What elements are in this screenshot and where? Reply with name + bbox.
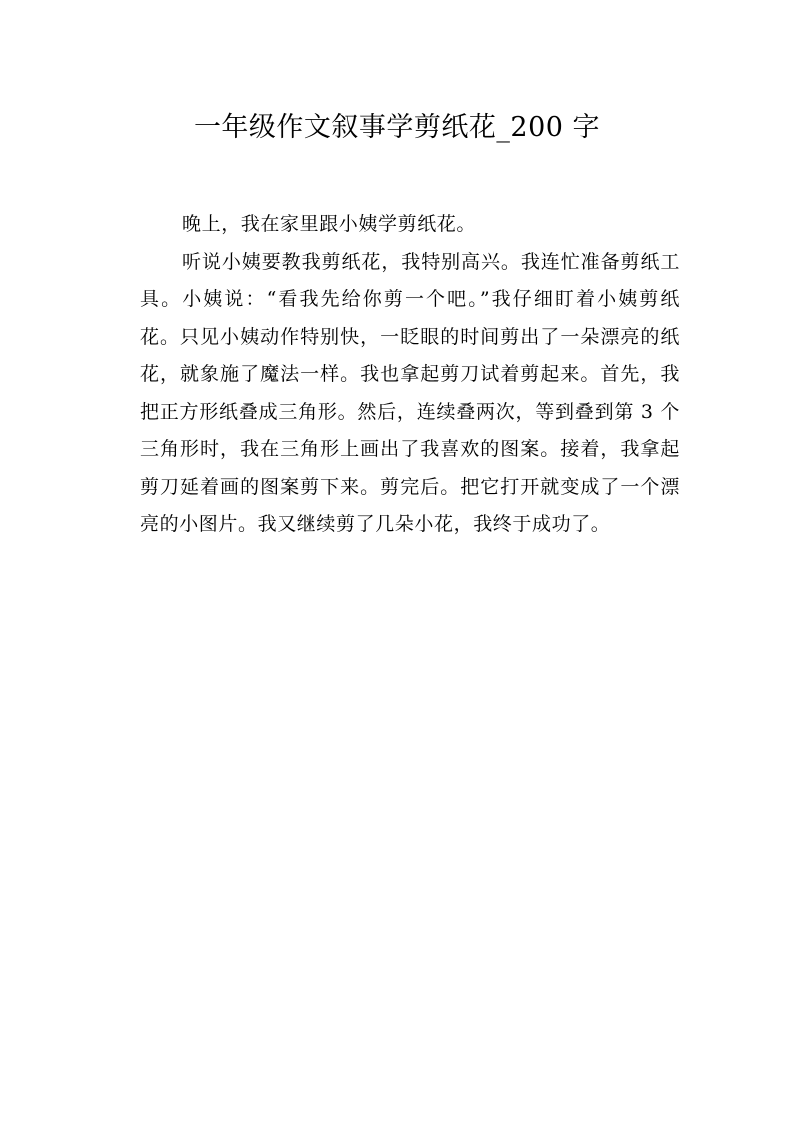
paragraph-intro: 晚上，我在家里跟小姨学剪纸花。 bbox=[182, 213, 477, 235]
document-title: 一年级作文叙事学剪纸花_200 字 bbox=[193, 112, 601, 143]
document-body bbox=[140, 206, 680, 544]
paragraph-main: 听说小姨要教我剪纸花，我特别高兴。我连忙准备剪纸工具。小姨说：“看我先给你剪一个吧。”我仔细盯着小姨剪纸花。只见小姨动作特别快，一眨眼的时间剪出了一朵漂亮的纸花，就象施了魔法一样。我也拿起剪刀试着剪起来。首先，我把正方形纸叠成三角形。然后，连续叠两次，等到叠到第 3 个三角形时，我在三角形上画出了我喜欢的图案。接着，我拿起剪刀延着画的图案剪下来。剪完后。把它打开就变成了一个漂亮的小图片。我又继续剪了几朵小花，我终于成功了。 bbox=[140, 250, 680, 535]
